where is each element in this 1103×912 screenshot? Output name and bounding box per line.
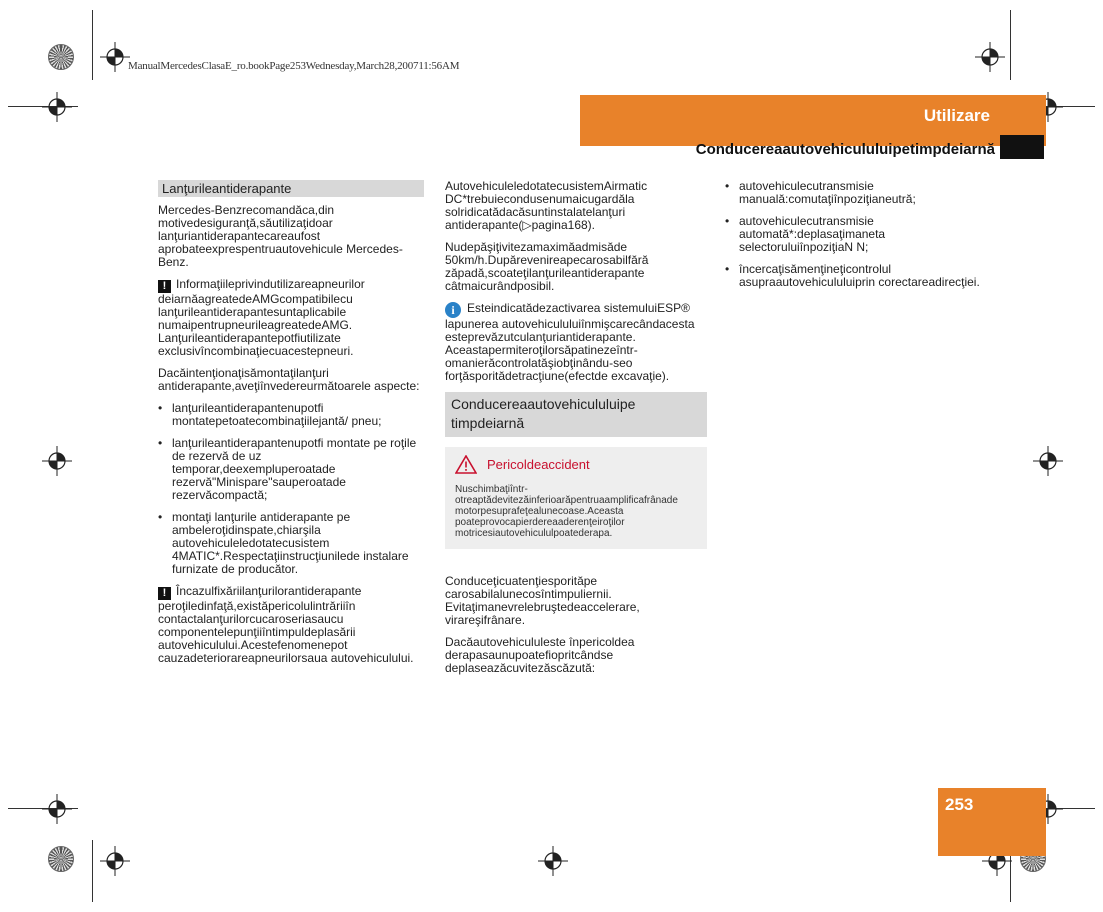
note-paragraph: [158, 585, 424, 665]
warning-triangle-icon: [455, 455, 477, 474]
list-item: [725, 263, 980, 289]
exclamation-icon: !: [158, 280, 171, 293]
paragraph: Dacăintenţionaţisămontaţilanţuri antiderapante,aveţiînvedereurmătoarele aspecte:: [158, 366, 420, 393]
paragraph: Conduceţicuatenţiesporităpe carosabilalunecosîntimpuliernii. Evitaţimanevrelebruştedeaccelerare, virareşifrânare.: [445, 574, 640, 627]
registration-mark-icon: [538, 846, 568, 876]
bullet: •: [158, 436, 163, 450]
info-icon: i: [445, 302, 461, 318]
list-item-text: lanţurileantiderapantenupotfi montatepetoatecombinaţiilejantă/ pneu;: [172, 401, 382, 428]
registration-mark-icon: [42, 446, 72, 476]
bullet: •: [725, 262, 730, 276]
registration-mark-icon: [100, 846, 130, 876]
list-item-text: încercaţisămenţineţicontrolul asupraautovehicululuiprin corectareadirecţiei.: [739, 262, 980, 289]
list-item-text: lanţurileantiderapantenupotfi montate pe roţile de rezervă de uz temporar,deexempluperoatade rezervă"Minispare"sauperoatade rezervăcompactă;: [172, 436, 417, 502]
bullet: •: [725, 214, 730, 228]
warning-box: [445, 447, 707, 549]
section-title: Utilizare: [923, 106, 990, 125]
column-middle: [445, 180, 707, 684]
paragraph: Nudepăşiţivitezamaximăadmisăde 50km/h.Dupărevenireapecarosabilfără zăpadă,scoateţilanţurileantiderapante câtmaicurândposibil.: [445, 240, 649, 293]
list-item: [158, 511, 424, 576]
note-text: Încazulfixăriilanţurilorantiderapante peroţiledinfaţă,existăpericolulintrăriiîn contactalanţurilorcucaroseriasaucu componentelepunţiiîntimpuldeplasării autovehiculului.Acestefenomenepot cauzadeteriorareapneurilorsaua autovehiculului.: [158, 584, 414, 665]
page-number: 253: [945, 795, 974, 814]
paragraph: Mercedes-Benzrecomandăca,din motivedesiguranţă,săutilizaţidoar lanţuriantiderapantecareaufost aprobateexprespentruautovehicule Mercedes-Benz.: [158, 203, 403, 269]
list-item-text: montaţi lanţurile antiderapante pe ambeleroţidinspate,chiarşila autovehiculeledotatecusistem 4MATIC*.Respectaţiinstrucţiunilede instalare furnizate de producător.: [172, 510, 409, 576]
color-disk-icon: [48, 846, 74, 872]
note-text: Informaţiileprivindutilizareapneurilor deiarnăagreatedeAMGcompatibilecu lanţurileantiderapantesuntaplicabile numaipentrupneurileagreatedeAMG. Lanţurileantiderapantepotfiutilizate exclusivîncombinaţiecuacestepneuri.: [158, 277, 365, 358]
paragraph: Dacăautovehicululeste înpericoldea derapasaunupoatefiopritcândse deplaseazăcuvitezăscăzută:: [445, 635, 635, 675]
bullet: •: [158, 510, 163, 524]
column-left: [158, 180, 424, 674]
page-heading: Conducereaautovehicululuipetimpdeiarnă: [695, 141, 995, 158]
registration-mark-icon: [42, 794, 72, 824]
color-disk-icon: [48, 44, 74, 70]
subheading-winter-driving: Conducereaautovehicululuipe timpdeiarnă: [445, 392, 707, 437]
warning-title-row: [455, 455, 697, 474]
bullet: •: [725, 179, 730, 193]
bullet: •: [158, 401, 163, 415]
registration-mark-icon: [42, 92, 72, 122]
list-item: [158, 402, 424, 428]
warning-text: Nuschimbaţiîntr-otreaptădevitezăinferioarăpentruaamplificafrânade motorpesuprafeţealunecoase.Aceasta poateprovocapierdereaaderenţeiroţilor motricesiautovehicululpoatederapa.: [455, 484, 678, 539]
warning-title: Pericoldeaccident: [487, 457, 590, 472]
column-right: [725, 180, 980, 298]
list-item: [725, 180, 980, 206]
list-item-text: autovehiculecutransmisie automată*:deplasaţimaneta selectoruluiînpoziţiaN N;: [739, 214, 886, 254]
info-text: Esteindicatădezactivarea sistemuluiESP® lapunerea autovehicululuiînmişcarecândacesta esteprevăzutculanţuriantiderapante. Aceastapermiteroţilorsăpatinezeîntr- omanierăcontrolatăşiobţinându-seo forţăsporitădetracţiune(efectde excavaţie).: [445, 301, 695, 383]
note-paragraph: [158, 278, 424, 358]
registration-mark-icon: [1033, 446, 1063, 476]
registration-mark-icon: [975, 42, 1005, 72]
list-item-text: autovehiculecutransmisie manuală:comutaţiînpoziţianeutră;: [739, 179, 916, 206]
info-paragraph: [445, 302, 707, 383]
registration-mark-icon: [100, 42, 130, 72]
exclamation-icon: !: [158, 587, 171, 600]
thumb-index-block: [1000, 135, 1044, 159]
list-item: [725, 215, 980, 254]
subheading-snow-chains: Lanţurileantiderapante: [158, 180, 424, 197]
paragraph: AutovehiculeledotatecusistemAirmatic DC*trebuiecondusenumaicugardăla solridicatădacăsuntinstalatelanţuri antiderapante(▷pagina168).: [445, 179, 648, 232]
list-item: [158, 437, 424, 502]
running-head: ManualMercedesClasaE_ro.bookPage253Wednesday,March28,200711:56AM: [128, 60, 460, 72]
